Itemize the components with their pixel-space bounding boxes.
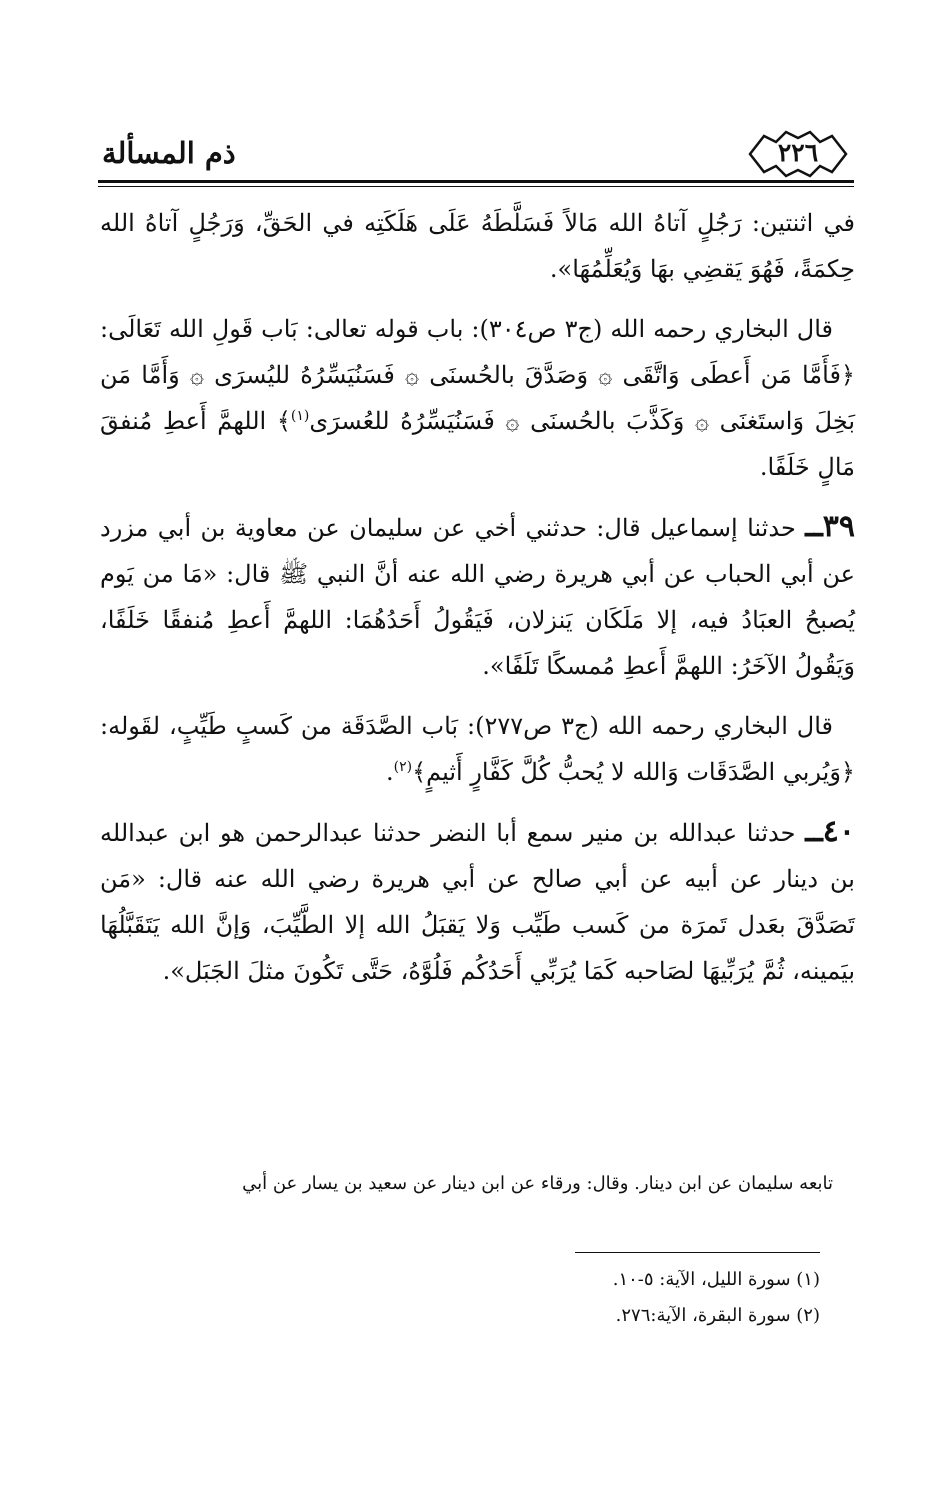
paragraph-4 <box>100 703 855 795</box>
hadith-39 <box>100 504 855 689</box>
tail-paragraph: تابعه سليمان عن ابن دينار. وقال: ورقاء عن ابن دينار عن سعيد بن يسار عن أبي <box>242 1173 833 1194</box>
footnote-separator <box>575 1252 820 1253</box>
hadith-40 <box>100 809 855 994</box>
page-header <box>98 128 854 184</box>
footnote-2: (٢) سورة البقرة، الآية:٢٧٦. <box>615 1305 820 1326</box>
footnote-ref-1: (١) <box>290 408 310 424</box>
paragraph-2 <box>100 306 855 490</box>
header-rule-thick <box>98 180 854 183</box>
main-text <box>100 200 855 994</box>
paragraph-2-text: قال البخاري رحمه الله (ج٣ ص٣٠٤): باب قوله تعالى: بَاب قَولِ الله تَعَالَى: ﴿فَأَمَّا مَن أَعطَى وَاتَّقَى ۞ وَصَدَّقَ بالحُسنَى ۞ فَسَنُيَسِّرُهُ لليُسرَى ۞ وَأَمَّا مَن بَخِلَ وَاستَغنَى ۞ وَكَذَّبَ بالحُسنَى ۞ فَسَنُيَسِّرُهُ للعُسرَى <box>100 315 855 435</box>
paragraph-4-text: قال البخاري رحمه الله (ج٣ ص٢٧٧): بَاب الصَّدَقَة من كَسبٍ طَيِّبٍ، لقَوله: ﴿وَيُربي الصَّدَقَات وَالله لا يُحبُّ كُلَّ كَفَّارٍ أَثيمٍ﴾ <box>100 712 855 786</box>
hadith-dash-39: ــ <box>805 509 823 544</box>
hadith-40-text: حدثنا عبدالله بن منير سمع أبا النضر حدثنا عبدالرحمن هو ابن عبدالله بن دينار عن أبيه عن أبي صالح عن أبي هريرة رضي الله عنه قال: «مَن تَصَدَّقَ بعَدل تَمرَة من كَسب طَيِّب وَلا يَقبَلُ الله إلا الطَّيِّبَ، وَإنَّ الله يَتَقَبَّلُهَا بيَمينه، ثُمَّ يُرَبِّيهَا لصَاحبه كَمَا يُرَبِّي أَحَدُكُم فَلُوَّهُ، حَتَّى تَكُونَ مثلَ الجَبَل». <box>100 819 855 985</box>
header-rule-thin <box>98 186 854 187</box>
hadith-39-text: حدثنا إسماعيل قال: حدثني أخي عن سليمان عن معاوية بن أبي مزرد عن أبي الحباب عن أبي هريرة رضي الله عنه أنَّ النبي ﷺ قال: «مَا من يَوم يُصبحُ العبَادُ فيه، إلا مَلَكَان يَنزلان، فَيَقُولُ أَحَدُهُمَا: اللهمَّ أَعطِ مُنفقًا خَلَفًا، وَيَقُولُ الآخَرُ: اللهمَّ أَعطِ مُمسكًا تَلَفًا». <box>100 514 855 680</box>
footnote-1: (١) سورة الليل، الآية: ٥-١٠. <box>612 1269 820 1290</box>
paragraph-2-tail: اللهمَّ أَعطِ مُنفقَ مَالٍ خَلَفًا. <box>100 407 855 481</box>
footnote-ref-2: (٢) <box>393 759 413 775</box>
running-title: ذم المسألة <box>102 136 236 170</box>
paragraph-1-text: في اثنتين: رَجُلٍ آتاهُ الله مَالاً فَسَلَّطَهُ عَلَى هَلَكَتِه في الحَقِّ، وَرَجُلٍ آتاهُ الله حِكمَةً، فَهُوَ يَقضِي بهَا وَيُعَلِّمُهَا». <box>100 209 855 283</box>
page-number-frame <box>746 128 850 180</box>
paragraph-1 <box>100 200 855 292</box>
quran-close-bracket: ﴾ <box>276 407 291 435</box>
hadith-dash-40: ــ <box>805 814 823 849</box>
page-number: ٢٢٦ <box>777 138 819 167</box>
hadith-number-40: ٤٠ <box>822 814 855 849</box>
hadith-number-39: ٣٩ <box>822 509 855 544</box>
footnotes <box>420 1262 820 1334</box>
paragraph-4-end: . <box>385 758 394 786</box>
